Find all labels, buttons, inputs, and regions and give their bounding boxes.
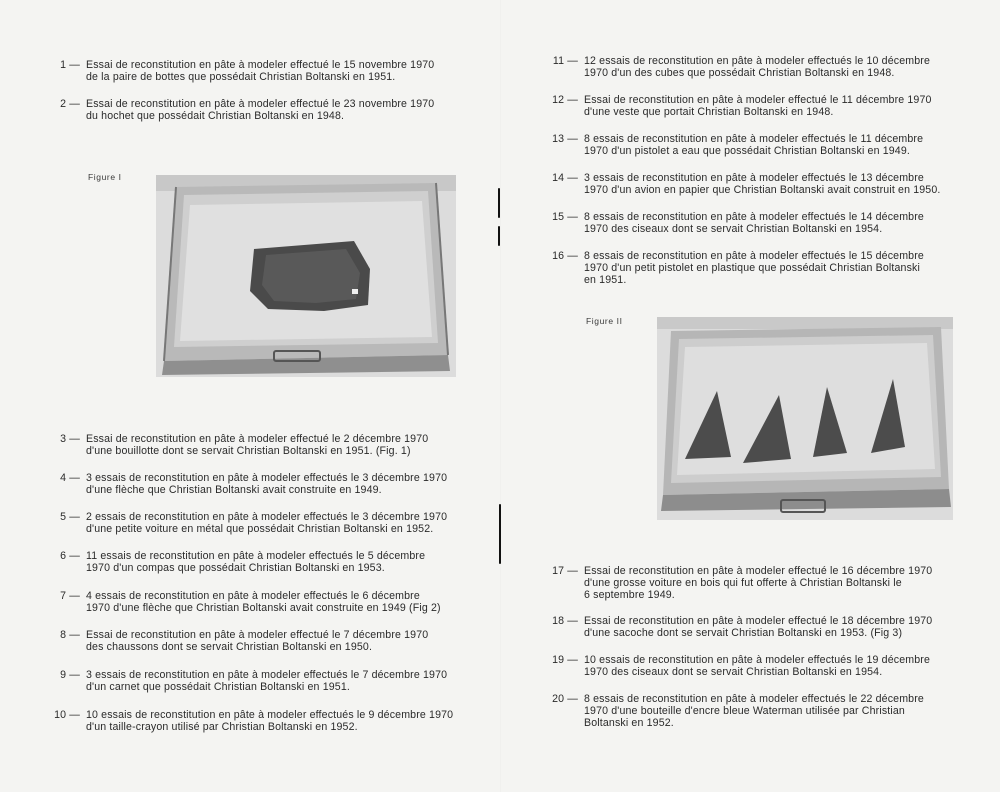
figure-photo [657, 317, 953, 520]
entry-text: Essai de reconstitution en pâte à modeler effectué le 11 décembre 1970 d'une veste que portait Christian Boltanski en 1948. [584, 94, 932, 119]
entry-text: 8 essais de reconstitution en pâte à modeler effectués le 11 décembre 1970 d'un pistolet a eau que possédait Christian Boltanski en 1949. [584, 133, 924, 158]
entry-text: 10 essais de reconstitution en pâte à modeler effectués le 9 décembre 1970 d'un taille-crayon utilisé par Christian Boltanski en 1952. [86, 709, 454, 734]
entry-text: Essai de reconstitution en pâte à modeler effectué le 16 décembre 1970 d'une grosse voiture en bois qui fut offerte à Christian Boltanski le 6 septembre 1949. [584, 565, 933, 602]
entry-text: Essai de reconstitution en pâte à modeler effectué le 23 novembre 1970 du hochet que possédait Christian Boltanski en 1948. [86, 98, 435, 123]
entry-number: 4 — [60, 472, 80, 484]
entry-text: 2 essais de reconstitution en pâte à modeler effectués le 3 décembre 1970 d'une petite voiture en métal que possédait Christian Boltanski en 1952. [86, 511, 448, 536]
entry-number: 19 — [552, 654, 578, 666]
entry-number: 17 — [552, 565, 578, 577]
entry-number: 20 — [552, 693, 578, 705]
entry-number: 15 — [552, 211, 578, 223]
tray-with-arrowheads-photo [657, 317, 953, 520]
entry-number: 5 — [60, 511, 80, 523]
entry-text: 8 essais de reconstitution en pâte à modeler effectués le 14 décembre 1970 des ciseaux dont se servait Christian Boltanski en 1954. [584, 211, 924, 236]
entry-text: 4 essais de reconstitution en pâte à modeler effectués le 6 décembre 1970 d'une flèche que Christian Boltanski avait construite en 1949 (Fig 2) [86, 590, 441, 615]
entry-text: 3 essais de reconstitution en pâte à modeler effectués le 7 décembre 1970 d'un carnet que possédait Christian Boltanski en 1951. [86, 669, 448, 694]
entry-text: 10 essais de reconstitution en pâte à modeler effectués le 19 décembre 1970 des ciseaux dont se servait Christian Boltanski en 1954. [584, 654, 930, 679]
tray-with-hot-water-bottle-photo [156, 175, 456, 377]
entry-number: 1 — [60, 59, 80, 71]
page-gutter [500, 0, 501, 792]
entry-text: 8 essais de reconstitution en pâte à modeler effectués le 15 décembre 1970 d'un petit pistolet en plastique que possédait Christian Boltanski en 1951. [584, 250, 924, 287]
entry-number: 10 — [54, 709, 80, 721]
margin-mark [499, 504, 501, 564]
entry-text: Essai de reconstitution en pâte à modeler effectué le 15 novembre 1970 de la paire de bottes que possédait Christian Boltanski en 1951. [86, 59, 435, 84]
entry-text: 3 essais de reconstitution en pâte à modeler effectués le 3 décembre 1970 d'une flèche que Christian Boltanski avait construite en 1949. [86, 472, 448, 497]
margin-mark [498, 188, 500, 218]
entry-text: 11 essais de reconstitution en pâte à modeler effectués le 5 décembre 1970 d'un compas que possédait Christian Boltanski en 1953. [86, 550, 426, 575]
entry-number: 3 — [60, 433, 80, 445]
entry-number: 7 — [60, 590, 80, 602]
entry-number: 2 — [60, 98, 80, 110]
entry-number: 13 — [552, 133, 578, 145]
entry-text: 8 essais de reconstitution en pâte à modeler effectués le 22 décembre 1970 d'une bouteille d'encre bleue Waterman utilisée par Christian Boltanski en 1952. [584, 693, 924, 730]
figure-caption: Figure I [88, 172, 122, 182]
entry-text: 3 essais de reconstitution en pâte à modeler effectués le 13 décembre 1970 d'un avion en papier que Christian Boltanski avait construit en 1950. [584, 172, 941, 197]
entry-text: 12 essais de reconstitution en pâte à modeler effectués le 10 décembre 1970 d'un des cubes que possédait Christian Boltanski en 1948. [584, 55, 930, 80]
margin-mark [498, 226, 500, 246]
entry-number: 9 — [60, 669, 80, 681]
entry-number: 16 — [552, 250, 578, 262]
entry-text: Essai de reconstitution en pâte à modeler effectué le 18 décembre 1970 d'une sacoche dont se servait Christian Boltanski en 1953. (Fig 3) [584, 615, 933, 640]
entry-number: 12 — [552, 94, 578, 106]
entry-text: Essai de reconstitution en pâte à modeler effectué le 2 décembre 1970 d'une bouillotte dont se servait Christian Boltanski en 1951. (Fig. 1) [86, 433, 429, 458]
figure-caption: Figure II [586, 316, 623, 326]
entry-text: Essai de reconstitution en pâte à modeler effectué le 7 décembre 1970 des chaussons dont se servait Christian Boltanski en 1950. [86, 629, 429, 654]
entry-number: 11 — [552, 55, 578, 67]
entry-number: 14 — [552, 172, 578, 184]
entry-number: 6 — [60, 550, 80, 562]
entry-number: 8 — [60, 629, 80, 641]
figure-photo [156, 175, 456, 377]
entry-number: 18 — [552, 615, 578, 627]
